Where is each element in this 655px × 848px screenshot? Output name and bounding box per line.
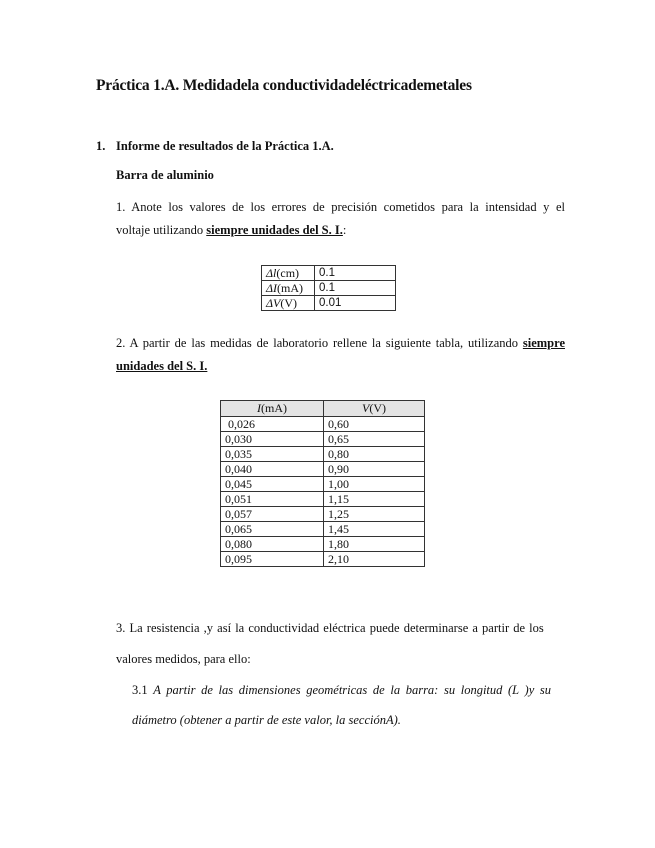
section-heading [96, 139, 334, 154]
table-row [221, 447, 425, 462]
question-1-suffix: : [342, 223, 347, 237]
page-title: Práctica 1.A. Medidadela conductividadeléctricademetales [96, 77, 472, 94]
voltage-value-cell: 0,80 [324, 447, 425, 462]
column-header-current [221, 401, 324, 417]
table-row [221, 417, 425, 432]
table-row [221, 432, 425, 447]
error-label-cell [262, 281, 315, 296]
error-value-cell: 0.1 [315, 281, 396, 296]
question-3-1-line-2: diámetro (obtener a partir de este valor, la secciónA). [132, 713, 401, 727]
table-row [221, 507, 425, 522]
current-value-cell: 0,057 [221, 507, 324, 522]
current-value-cell: 0,026 [221, 417, 324, 432]
current-unit: (mA) [261, 401, 287, 415]
section-number: 1. [96, 139, 106, 153]
table-row [262, 296, 396, 311]
question-3-1-text: A partir de las dimensiones geométricas de la barra: su longitud (L )y su [153, 683, 552, 697]
voltage-value-cell: 0,90 [324, 462, 425, 477]
table-row [262, 266, 396, 281]
error-symbol: ΔI [266, 281, 278, 295]
voltage-value-cell: 1,15 [324, 492, 425, 507]
voltage-symbol: V [361, 401, 370, 415]
voltage-value-cell: 0,65 [324, 432, 425, 447]
question-2-line-1 [116, 332, 565, 355]
question-1-line-1: 1. Anote los valores de los errores de precisión cometidos para la intensidad y el [116, 200, 565, 214]
table-header-row [221, 401, 425, 417]
measurements-table [220, 400, 425, 567]
error-unit: (mA) [277, 281, 304, 295]
error-unit: (V) [280, 296, 298, 310]
voltage-value-cell: 1,25 [324, 507, 425, 522]
question-3-1-line-1 [132, 683, 551, 698]
table-row [221, 522, 425, 537]
voltage-unit: (V) [369, 401, 386, 415]
si-units-emphasis: siempre unidades del S. I. [206, 223, 343, 237]
current-symbol: I [257, 401, 261, 415]
precision-errors-table [261, 265, 396, 311]
table-row [221, 462, 425, 477]
voltage-value-cell: 1,80 [324, 537, 425, 552]
current-value-cell: 0,045 [221, 477, 324, 492]
table-row [262, 281, 396, 296]
voltage-value-cell: 1,45 [324, 522, 425, 537]
question-2-line-2 [116, 355, 565, 378]
current-value-cell: 0,040 [221, 462, 324, 477]
column-header-voltage [324, 401, 425, 417]
table-row [221, 477, 425, 492]
section-heading-text: Informe de resultados de la Práctica 1.A. [116, 139, 334, 153]
voltage-value-cell: 1,00 [324, 477, 425, 492]
current-value-cell: 0,080 [221, 537, 324, 552]
error-value-cell: 0.01 [315, 296, 396, 311]
error-label-cell [262, 296, 315, 311]
subheading-aluminio: Barra de aluminio [116, 168, 214, 182]
measurements-body [221, 417, 425, 567]
voltage-value-cell: 0,60 [324, 417, 425, 432]
table-row [221, 492, 425, 507]
error-symbol: Δl [266, 266, 277, 280]
current-value-cell: 0,065 [221, 522, 324, 537]
si-units-emphasis: unidades del S. I. [116, 359, 208, 373]
question-3-line-2: valores medidos, para ello: [116, 652, 251, 666]
error-value-cell: 0.1 [315, 266, 396, 281]
question-1-line-2 [116, 219, 565, 242]
current-value-cell: 0,051 [221, 492, 324, 507]
question-1-prefix: voltaje utilizando [116, 223, 207, 237]
current-value-cell: 0,035 [221, 447, 324, 462]
error-label-cell [262, 266, 315, 281]
voltage-value-cell: 2,10 [324, 552, 425, 567]
question-3-line-1: 3. La resistencia ,y así la conductividad eléctrica puede determinarse a partir de los [116, 621, 544, 635]
question-3-1-number: 3.1 [132, 683, 154, 697]
error-unit: (cm) [276, 266, 300, 280]
table-row [221, 537, 425, 552]
si-units-emphasis: siempre [522, 336, 565, 350]
error-symbol: ΔV [266, 296, 281, 310]
table-row [221, 552, 425, 567]
question-2-text: 2. A partir de las medidas de laboratorio rellene la siguiente tabla, utilizando [116, 336, 518, 350]
current-value-cell: 0,030 [221, 432, 324, 447]
current-value-cell: 0,095 [221, 552, 324, 567]
